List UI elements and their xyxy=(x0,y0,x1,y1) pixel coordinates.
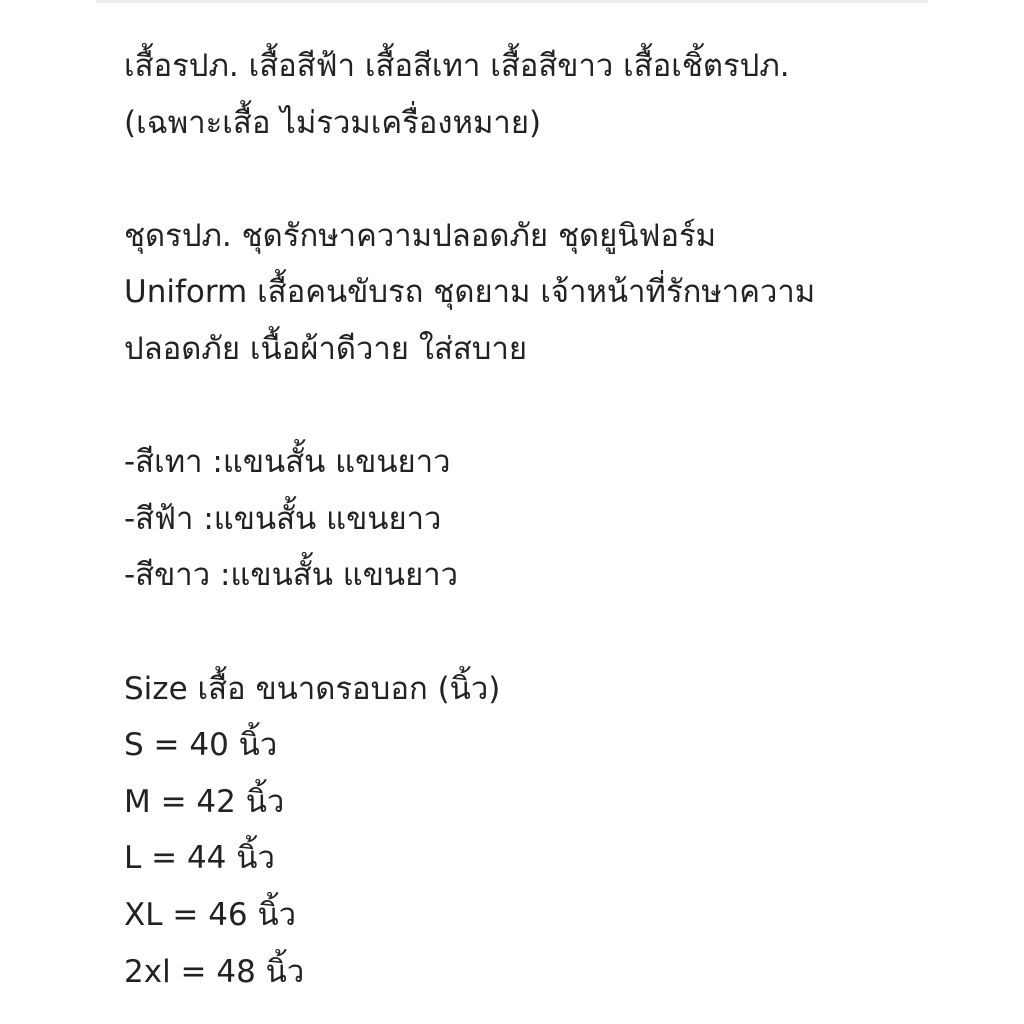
description-text-block xyxy=(124,38,1004,1000)
size-item-2xl: 2xl = 48 นิ้ว xyxy=(124,953,305,990)
paragraph-2-line-2: Uniform เสื้อคนขับรถ ชุดยาม เจ้าหน้าที่รักษาความ xyxy=(124,274,816,311)
size-item-xl: XL = 46 นิ้ว xyxy=(124,896,297,933)
spacer xyxy=(124,151,1004,208)
size-item-m: M = 42 นิ้ว xyxy=(124,783,285,820)
spacer xyxy=(124,378,1004,435)
spacer xyxy=(124,604,1004,661)
size-item-l: L = 44 นิ้ว xyxy=(124,840,275,877)
top-divider xyxy=(96,0,928,3)
paragraph-2-line-3: ปลอดภัย เนื้อผ้าดีวาย ใส่สบาย xyxy=(124,330,528,367)
paragraph-1-line-2: (เฉพาะเสื้อ ไม่รวมเครื่องหมาย) xyxy=(124,104,542,141)
size-heading: Size เสื้อ ขนาดรอบอก (นิ้ว) xyxy=(124,670,501,707)
paragraph-1-line-1: เสื้อรปภ. เสื้อสีฟ้า เสื้อสีเทา เสื้อสีขาว เสื้อเชิ้ตรปภ. xyxy=(124,48,790,84)
color-option-blue: -สีฟ้า :แขนสั้น แขนยาว xyxy=(124,500,442,537)
size-item-s: S = 40 นิ้ว xyxy=(124,727,278,764)
color-option-white: -สีขาว :แขนสั้น แขนยาว xyxy=(124,557,459,594)
paragraph-2-line-1: ชุดรปภ. ชุดรักษาความปลอดภัย ชุดยูนิฟอร์ม xyxy=(124,217,717,254)
color-option-grey: -สีเทา :แขนสั้น แขนยาว xyxy=(124,444,451,481)
